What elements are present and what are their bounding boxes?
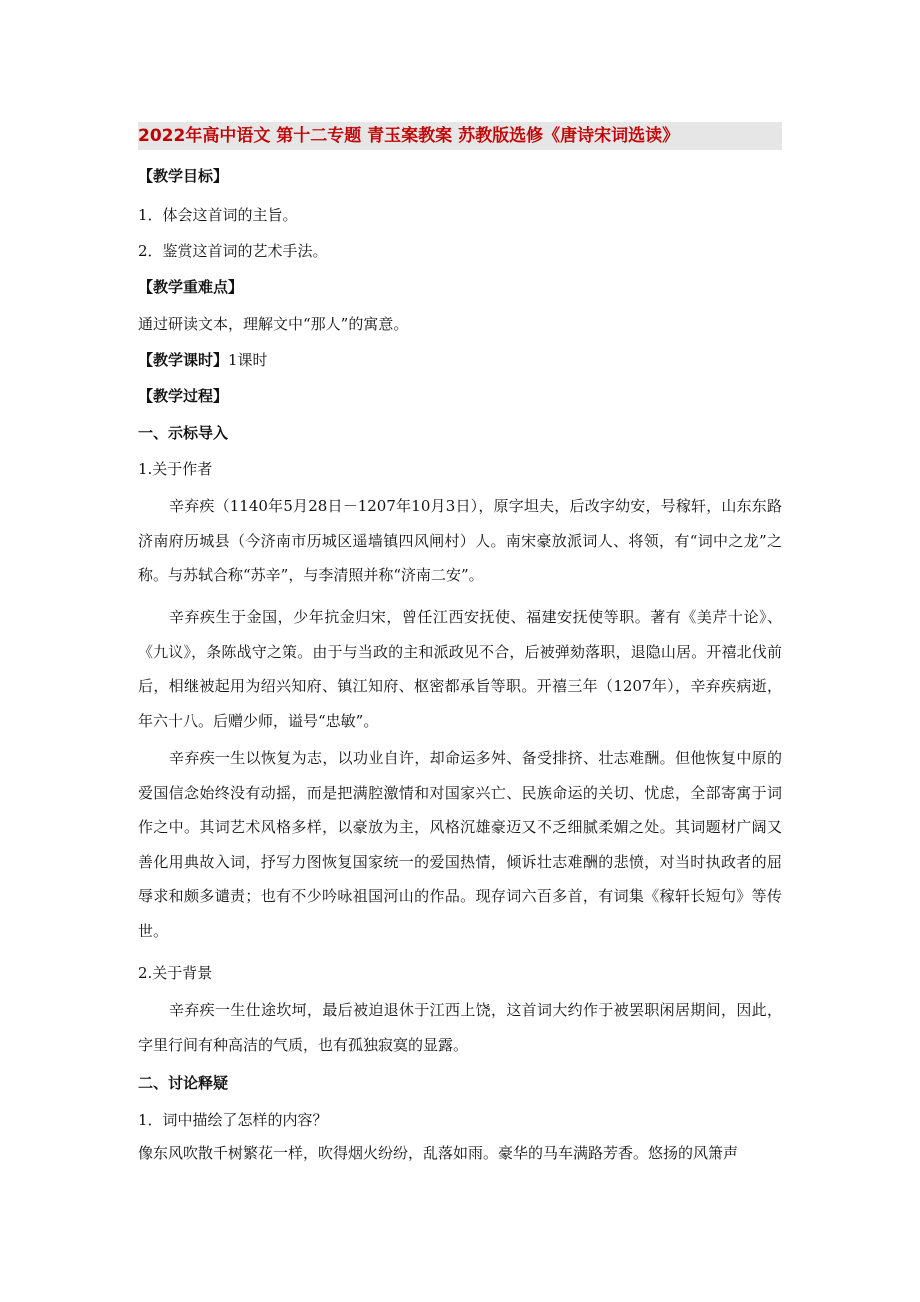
objective-item-2: 2．鉴赏这首词的艺术手法。 <box>138 242 328 260</box>
objectives-heading: 【教学目标】 <box>138 167 229 185</box>
section1-sub2: 2.关于背景 <box>138 964 213 982</box>
process-heading: 【教学过程】 <box>138 387 229 405</box>
section1-sub1: 1.关于作者 <box>138 460 213 478</box>
answer-1: 像东风吹散千树繁花一样，吹得烟火纷纷，乱落如雨。豪华的马车满路芳香。悠扬的风箫声 <box>138 1144 739 1162</box>
section1-heading: 一、示标导入 <box>138 424 229 442</box>
objective-item-1: 1．体会这首词的主旨。 <box>138 206 298 224</box>
author-para-3: 辛弃疾一生以恢复为志，以功业自许，却命运多舛、备受排挤、壮志难酬。但他恢复中原的爱国信念始终没有动摇，而是把满腔激情和对国家兴亡、民族命运的关切、忧虑，全部寄寓于词作之中。其词艺术风格多样，以豪放为主，风格沉雄豪迈又不乏细腻柔媚之处。其词题材广阔又善化用典故入词，抒写力图恢复国家统一的爱国热情，倾诉壮志难酬的悲愤，对当时执政者的屈辱求和颇多谴责；也有不少吟咏祖国河山的作品。现存词六百多首，有词集《稼轩长短句》等传世。 <box>138 749 782 940</box>
key-points-text: 通过研读文本，理解文中“那人”的寓意。 <box>138 315 409 333</box>
document-title: 2022年高中语文 第十二专题 青玉案教案 苏教版选修《唐诗宋词选读》 <box>138 122 782 150</box>
hours-line <box>138 350 268 370</box>
section2-heading: 二、讨论释疑 <box>138 1074 229 1092</box>
background-para: 辛弃疾一生仕途坎坷，最后被迫退休于江西上饶，这首词大约作于被罢职闲居期间，因此，字里行间有种高洁的气质，也有孤独寂寞的显露。 <box>138 1001 782 1054</box>
question-1: 1．词中描绘了怎样的内容？ <box>138 1111 328 1129</box>
author-para-1: 辛弃疾（1140年5月28日－1207年10月3日），原字坦夫，后改字幼安，号稼轩，山东东路济南府历城县（今济南市历城区遥墙镇四风闸村）人。南宋豪放派词人、将领，有“词中之龙”之称。与苏轼合称“苏辛”，与李清照并称“济南二安”。 <box>138 497 782 584</box>
key-points-heading: 【教学重难点】 <box>138 278 244 296</box>
hours-value: 1课时 <box>228 351 268 369</box>
hours-heading: 【教学课时】 <box>138 351 229 369</box>
author-para-2: 辛弃疾生于金国，少年抗金归宋，曾任江西安抚使、福建安抚使等职。著有《美芹十论》、《九议》，条陈战守之策。由于与当政的主和派政见不合，后被弹劾落职，退隐山居。开禧北伐前后，相继被起用为绍兴知府、镇江知府、枢密都承旨等职。开禧三年（1207年），辛弃疾病逝，年六十八。后赠少师，谥号“忠敏”。 <box>138 608 782 730</box>
